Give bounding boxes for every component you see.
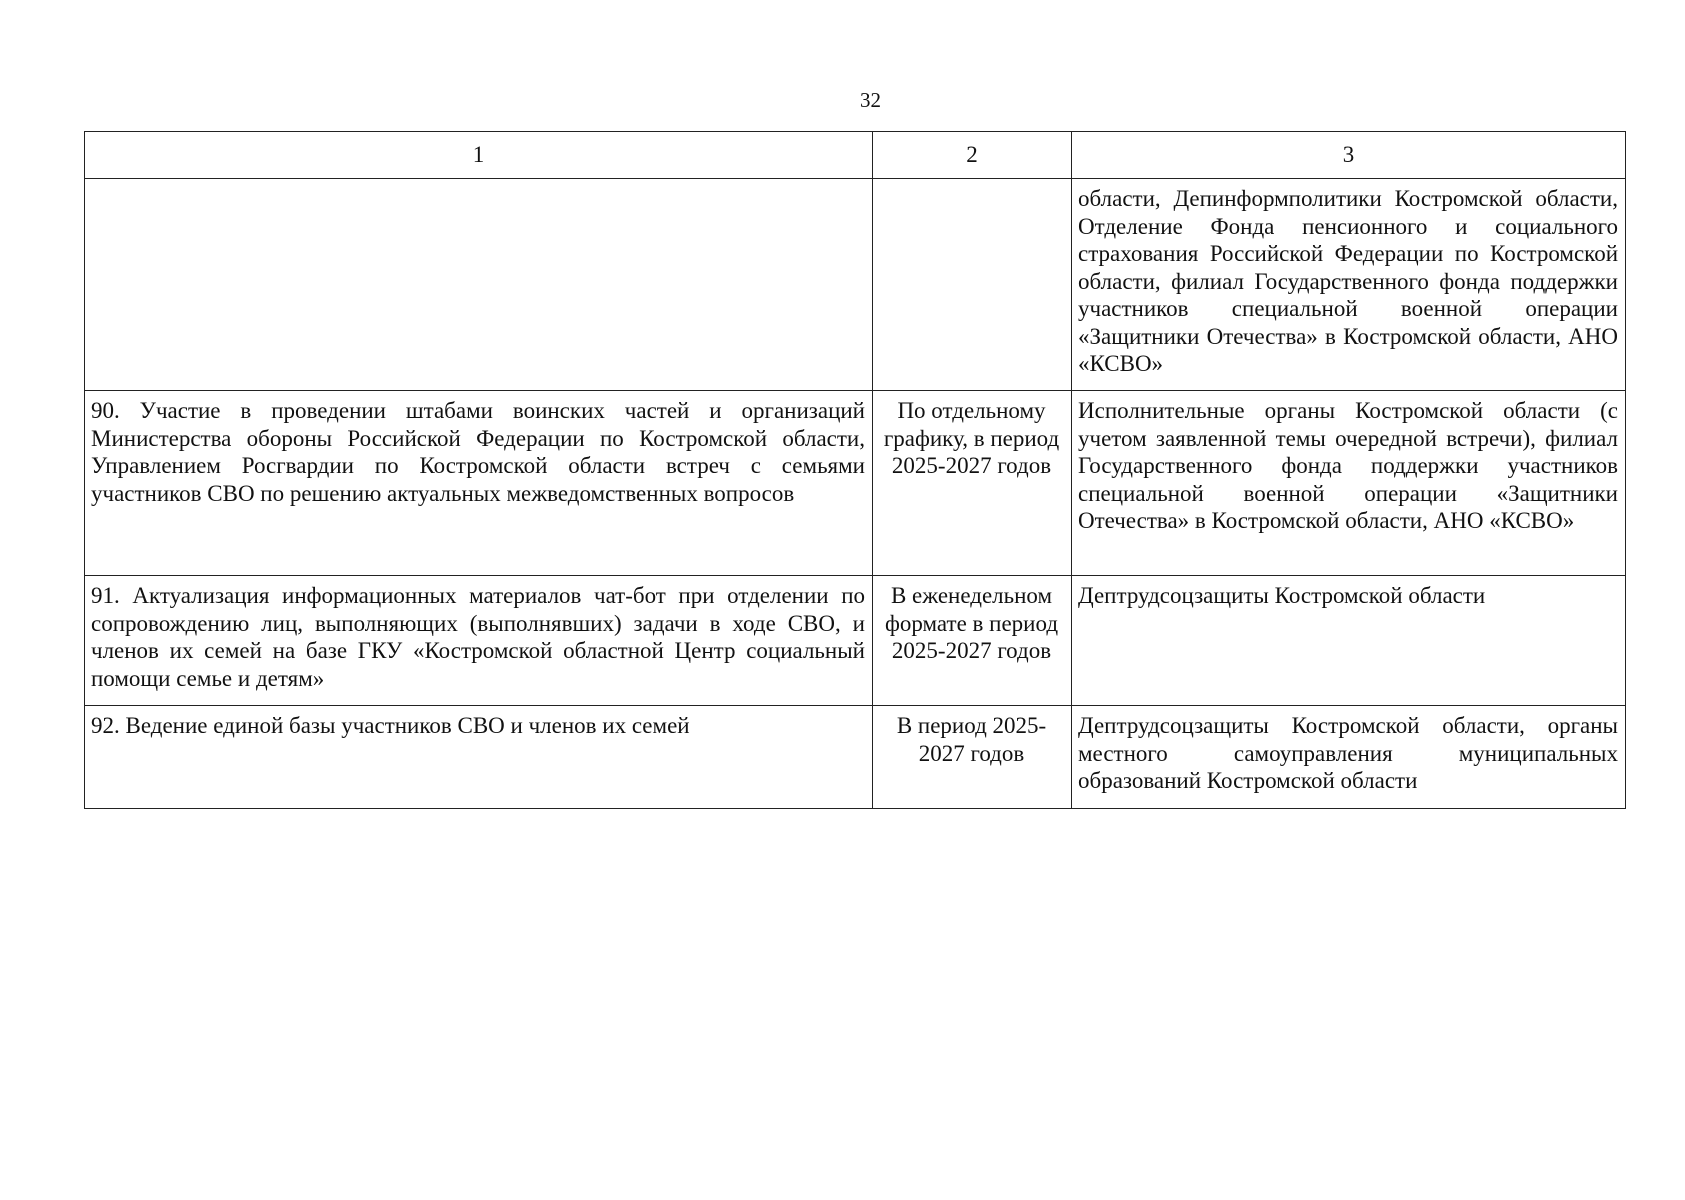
event-cell: 91. Актуализация информационных материалов чат-бот при отделении по сопровождению лиц, выполняющих (выполнявших) задачи в ходе СВО, и членов их семей на базе ГКУ «Костромской областной Центр социальный помощи семье и детям» <box>85 576 873 706</box>
term-cell: В еженедельном формате в период 2025-2027 годов <box>873 576 1072 706</box>
measures-table <box>84 131 1626 809</box>
executors-cell: Дептрудсоцзащиты Костромской области, органы местного самоуправления муниципальных образований Костромской области <box>1072 706 1626 809</box>
executors-cell: Дептрудсоцзащиты Костромской области <box>1072 576 1626 706</box>
table-row <box>85 576 1626 706</box>
event-cell: 92. Ведение единой базы участников СВО и членов их семей <box>85 706 873 809</box>
term-cell <box>873 179 1072 391</box>
executors-cell: Исполнительные органы Костромской области (с учетом заявленной темы очередной встречи), филиал Государственного фонда поддержки участников специальной военной операции «Защитники Отечества» в Костромской области, АНО «КСВО» <box>1072 391 1626 576</box>
table-row <box>85 179 1626 391</box>
event-cell: 90. Участие в проведении штабами воинских частей и организаций Министерства обороны Российской Федерации по Костромской области, Управлением Росгвардии по Костромской области встреч с семьями участников СВО по решению актуальных межведомственных вопросов <box>85 391 873 576</box>
table-header-row <box>85 132 1626 179</box>
column-header-2: 2 <box>873 132 1072 179</box>
executors-cell: области, Депинформполитики Костромской области, Отделение Фонда пенсионного и социального страхования Российской Федерации по Костромской области, филиал Государственного фонда поддержки участников специальной военной операции «Защитники Отечества» в Костромской области, АНО «КСВО» <box>1072 179 1626 391</box>
term-cell: В период 2025-2027 годов <box>873 706 1072 809</box>
term-cell: По отдельному графику, в период 2025-2027 годов <box>873 391 1072 576</box>
table-row <box>85 706 1626 809</box>
event-cell <box>85 179 873 391</box>
table-row <box>85 391 1626 576</box>
page-number: 32 <box>860 88 881 112</box>
column-header-3: 3 <box>1072 132 1626 179</box>
column-header-1: 1 <box>85 132 873 179</box>
